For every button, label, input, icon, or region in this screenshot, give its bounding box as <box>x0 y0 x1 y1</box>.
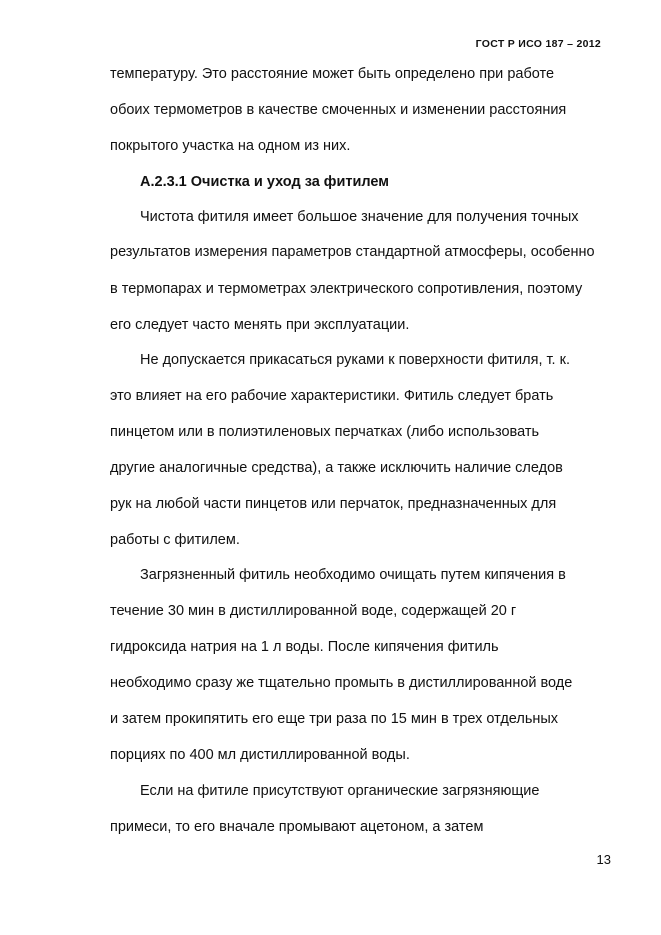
body-line-11: пинцетом или в полиэтиленовых перчатках (либо использовать <box>110 424 540 440</box>
body-line-15: Загрязненный фитиль необходимо очищать путем кипячения в <box>140 567 566 583</box>
body-line-7: в термопарах и термометрах электрического сопротивления, поэтому <box>110 281 583 297</box>
body-line-1: температуру. Это расстояние может быть определено при работе <box>110 66 555 82</box>
body-line-19: и затем прокипятить его еще три раза по 15 мин в трех отдельных <box>110 711 559 727</box>
body-line-2: обоих термометров в качестве смоченных и изменении расстояния <box>110 102 567 118</box>
body-line-13: рук на любой части пинцетов или перчаток, предназначенных для <box>110 496 557 512</box>
page-number: 13 <box>596 852 611 867</box>
body-line-17: гидроксида натрия на 1 л воды. После кипячения фитиль <box>110 639 499 655</box>
body-line-16: течение 30 мин в дистиллированной воде, содержащей 20 г <box>110 603 517 619</box>
body-line-20: порциях по 400 мл дистиллированной воды. <box>110 747 410 763</box>
body-line-6: результатов измерения параметров стандартной атмосферы, особенно <box>110 244 595 260</box>
section-heading: А.2.3.1 Очистка и уход за фитилем <box>140 174 390 190</box>
body-line-12: другие аналогичные средства), а также исключить наличие следов <box>110 460 563 476</box>
document-standard-header: ГОСТ Р ИСО 187 – 2012 <box>475 38 601 50</box>
body-line-22: примеси, то его вначале промывают ацетоном, а затем <box>110 819 484 835</box>
body-line-3: покрытого участка на одном из них. <box>110 138 351 154</box>
body-line-5: Чистота фитиля имеет большое значение для получения точных <box>140 209 579 225</box>
body-line-8: его следует часто менять при эксплуатации. <box>110 317 410 333</box>
body-line-18: необходимо сразу же тщательно промыть в дистиллированной воде <box>110 675 573 691</box>
body-line-14: работы с фитилем. <box>110 532 240 548</box>
body-line-9: Не допускается прикасаться руками к поверхности фитиля, т. к. <box>140 352 570 368</box>
body-line-10: это влияет на его рабочие характеристики. Фитиль следует брать <box>110 388 554 404</box>
body-line-21: Если на фитиле присутствуют органические загрязняющие <box>140 783 540 799</box>
